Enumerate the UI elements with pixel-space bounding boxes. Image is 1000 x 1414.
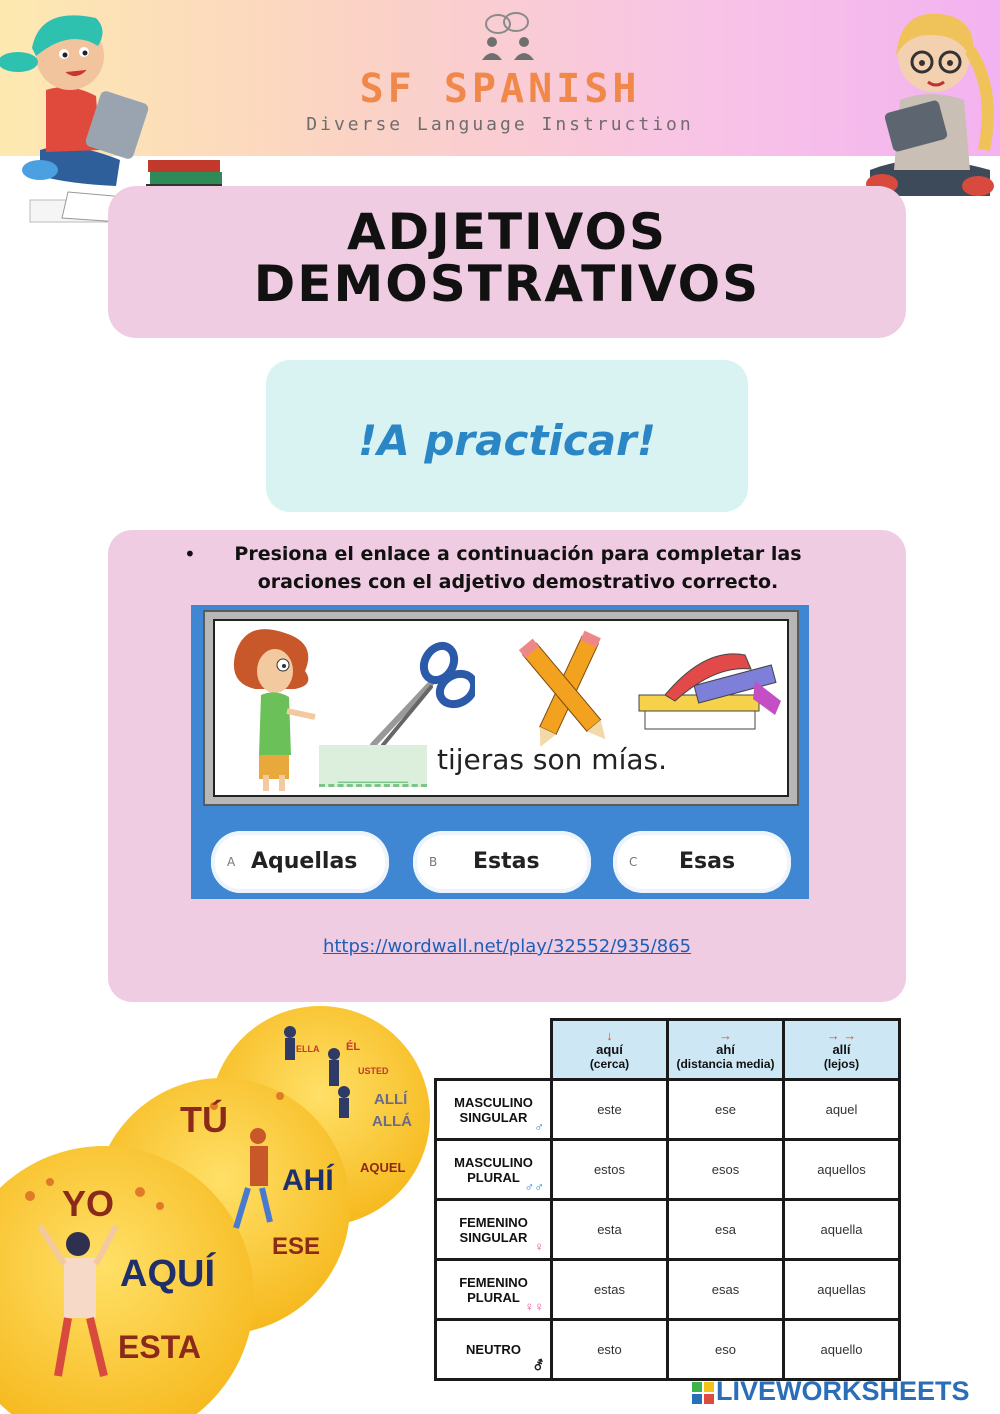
practice-card bbox=[266, 360, 748, 512]
girl-with-tablet-illustration bbox=[860, 0, 1000, 202]
table-cell: aquella bbox=[784, 1200, 900, 1260]
brand-name: SF SPANISH bbox=[359, 66, 641, 112]
circle-el-adv2: ALLÁ bbox=[372, 1113, 412, 1130]
table-cell: aquello bbox=[784, 1320, 900, 1380]
row-header-line-1: MASCULINO bbox=[454, 1094, 533, 1110]
header-ahi-sub: (distancia media) bbox=[676, 1056, 775, 1071]
bullet: • bbox=[184, 542, 196, 566]
row-header-line-2: SINGULAR bbox=[459, 1229, 528, 1245]
header-alli bbox=[784, 1020, 900, 1080]
table-cell: esas bbox=[668, 1260, 784, 1320]
header-aqui-sub: (cerca) bbox=[589, 1056, 630, 1071]
option-a-label: Aquellas bbox=[251, 849, 358, 874]
table-cell: este bbox=[552, 1080, 668, 1140]
table-cell: estos bbox=[552, 1140, 668, 1200]
row-header bbox=[436, 1080, 552, 1140]
circle-el-pron1: ELLA bbox=[296, 1044, 320, 1054]
liveworksheets-logo bbox=[692, 1376, 970, 1407]
option-b-letter: B bbox=[429, 855, 438, 869]
gender-symbol-icon: ♂ bbox=[534, 1119, 544, 1134]
title-line-1: ADJETIVOS bbox=[346, 203, 667, 261]
option-b-label: Estas bbox=[473, 849, 540, 874]
row-header bbox=[436, 1320, 552, 1380]
circle-tu-adverb: AHÍ bbox=[282, 1164, 334, 1197]
row-header-line-2: PLURAL bbox=[467, 1169, 520, 1185]
footer-brand: LIVEWORKSHEETS bbox=[716, 1376, 970, 1406]
table-cell: esto bbox=[552, 1320, 668, 1380]
header-ahi-title: ahí bbox=[716, 1041, 735, 1057]
option-a-letter: A bbox=[227, 855, 236, 869]
table-cell: esta bbox=[552, 1200, 668, 1260]
game-question-frame bbox=[203, 610, 799, 806]
table-cell: esos bbox=[668, 1140, 784, 1200]
answer-blank[interactable]: _______ bbox=[319, 745, 427, 787]
option-c-button[interactable] bbox=[613, 831, 791, 893]
row-header bbox=[436, 1200, 552, 1260]
scissors-icon bbox=[365, 641, 475, 751]
circle-el-pron3: USTED bbox=[358, 1066, 389, 1076]
gender-symbol-icon: ⚦ bbox=[533, 1358, 544, 1373]
discussion-icon bbox=[474, 10, 546, 64]
table-cell: ese bbox=[668, 1080, 784, 1140]
circle-el-adv1: ALLÍ bbox=[374, 1091, 408, 1108]
table-cell: eso bbox=[668, 1320, 784, 1380]
instruction-text: Presiona el enlace a continuación para completar las oraciones con el adjetivo demostrativo correcto. bbox=[234, 543, 802, 593]
table-header-row bbox=[436, 1020, 900, 1080]
game-sentence: tijeras son mías. bbox=[437, 743, 667, 776]
title-line-2: DEMOSTRATIVOS bbox=[253, 255, 761, 313]
row-header bbox=[436, 1140, 552, 1200]
demonstratives-table bbox=[434, 1018, 901, 1381]
liveworksheets-icon bbox=[692, 1382, 714, 1404]
row-header bbox=[436, 1260, 552, 1320]
double-right-arrow-icon: → → bbox=[826, 1027, 857, 1043]
table-row bbox=[436, 1260, 900, 1320]
circle-tu-pronoun: TÚ bbox=[180, 1099, 228, 1140]
right-arrow-icon: → bbox=[719, 1027, 732, 1043]
header-alli-sub: (lejos) bbox=[823, 1056, 860, 1071]
table-cell: esa bbox=[668, 1200, 784, 1260]
game-question-canvas bbox=[213, 619, 789, 797]
circle-yo-pronoun: YO bbox=[62, 1183, 115, 1224]
row-header-line-1: FEMENINO bbox=[459, 1214, 528, 1230]
down-arrow-icon: ↓ bbox=[606, 1027, 613, 1043]
circle-yo-adverb: AQUÍ bbox=[120, 1253, 215, 1295]
row-header-line-1: NEUTRO bbox=[466, 1342, 521, 1357]
instruction-card bbox=[108, 530, 906, 1002]
table-cell: aquellas bbox=[784, 1260, 900, 1320]
woman-pointing-illustration bbox=[225, 625, 325, 793]
worksheet-title bbox=[108, 203, 906, 313]
brand-subtitle: Diverse Language Instruction bbox=[306, 114, 694, 135]
row-header-line-2: SINGULAR bbox=[459, 1109, 528, 1125]
table-row bbox=[436, 1080, 900, 1140]
circle-el-adjective: AQUEL bbox=[360, 1160, 406, 1175]
pronoun-circles-illustration bbox=[0, 1006, 430, 1414]
table-row bbox=[436, 1320, 900, 1380]
option-a-button[interactable] bbox=[211, 831, 389, 893]
practice-heading: !A practicar! bbox=[358, 416, 656, 465]
table-row bbox=[436, 1200, 900, 1260]
pencils-icon bbox=[507, 627, 627, 757]
books-icon bbox=[635, 641, 785, 751]
header-aqui bbox=[552, 1020, 668, 1080]
header-alli-title: allí bbox=[832, 1041, 851, 1057]
table-row bbox=[436, 1140, 900, 1200]
gender-symbol-icon: ♂♂ bbox=[524, 1179, 544, 1194]
table-cell: aquel bbox=[784, 1080, 900, 1140]
option-b-button[interactable] bbox=[413, 831, 591, 893]
circle-yo-adjective: ESTA bbox=[118, 1329, 201, 1365]
header-ahi bbox=[668, 1020, 784, 1080]
circle-el-pron2: ÉL bbox=[346, 1041, 361, 1053]
header-aqui-title: aquí bbox=[596, 1041, 623, 1057]
game-preview[interactable] bbox=[191, 605, 809, 899]
title-card bbox=[108, 186, 906, 338]
table-corner bbox=[436, 1020, 552, 1080]
gender-symbol-icon: ♀♀ bbox=[524, 1299, 544, 1314]
row-header-line-1: FEMENINO bbox=[459, 1274, 528, 1290]
table-cell: estas bbox=[552, 1260, 668, 1320]
table-cell: aquellos bbox=[784, 1140, 900, 1200]
option-c-letter: C bbox=[629, 855, 638, 869]
circle-tu-adjective: ESE bbox=[272, 1233, 321, 1260]
option-c-label: Esas bbox=[679, 849, 736, 874]
wordwall-link[interactable]: https://wordwall.net/play/32552/935/865 bbox=[322, 936, 692, 957]
row-header-line-2: PLURAL bbox=[467, 1289, 520, 1305]
gender-symbol-icon: ♀ bbox=[534, 1239, 544, 1254]
row-header-line-1: MASCULINO bbox=[454, 1154, 533, 1170]
